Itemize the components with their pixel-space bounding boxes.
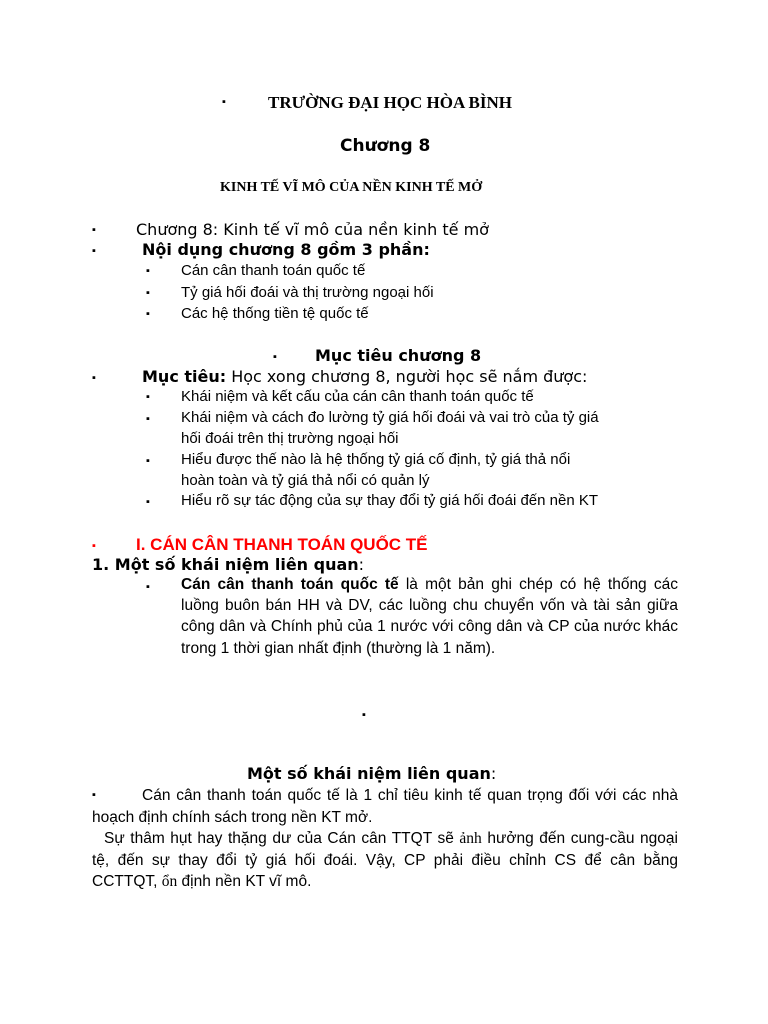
objective-item-continued: hối đoái trên thị trường ngoại hối xyxy=(181,430,399,447)
concept-paragraph-2-word: ảnh xyxy=(459,830,482,847)
part-item: Cán cân thanh toán quốc tế xyxy=(181,262,366,279)
section-heading: I. CÁN CÂN THANH TOÁN QUỐC TẾ xyxy=(136,535,428,554)
part-item: Các hệ thống tiền tệ quốc tế xyxy=(181,305,369,322)
definition-paragraph xyxy=(181,574,678,659)
bullet-icon: ▪ xyxy=(146,413,150,425)
university-name: TRƯỜNG ĐẠI HỌC HÒA BÌNH xyxy=(268,93,513,112)
objective-item: Hiểu được thế nào là hệ thống tỷ giá cố định, tỷ giá thả nổi xyxy=(181,451,571,468)
definition-text: là một bản ghi chép có hệ thống các luồng buôn bán HH và DV, các luồng chu chuyển vốn và tài sản giữa công dân và Chính phủ của 1 nước với công dân và CP của nước khác trong 1 thời gian nhất định (thường là 1 năm). xyxy=(181,576,678,657)
objective-item: Khái niệm và cách đo lường tỷ giá hối đoái và vai trò của tỷ giá xyxy=(181,409,599,426)
bullet-icon: ▪ xyxy=(146,496,150,508)
concept-paragraph-1: Cán cân thanh toán quốc tế là 1 chỉ tiêu kinh tế quan trọng đối với các nhà hoạch định chính sách trong nền KT mở. xyxy=(92,787,678,826)
bullet-icon: ▪ xyxy=(146,455,150,467)
bullet-icon: ▪ xyxy=(273,351,277,363)
objectives-heading: Mục tiêu chương 8 xyxy=(315,346,482,365)
bullet-icon: ▪ xyxy=(362,709,366,721)
bullet-icon: ▪ xyxy=(146,391,150,403)
subsection-heading xyxy=(92,555,364,574)
objective-item-continued: hoàn toàn và tỷ giá thả nổi có quản lý xyxy=(181,472,430,489)
bullet-icon: ▪ xyxy=(146,287,150,299)
concept-paragraph-2 xyxy=(92,828,678,893)
concepts-heading-text: Một số khái niệm liên quan xyxy=(247,764,491,783)
concept-paragraph-2-text: định nền KT vĩ mô. xyxy=(177,873,312,890)
part-item: Tỷ giá hối đoái và thị trường ngoại hối xyxy=(181,284,434,301)
objectives-lead-label: Mục tiêu: xyxy=(142,367,227,386)
bullet-icon: ▪ xyxy=(92,540,96,552)
concept-paragraph-2-text: Sự thâm hụt hay thặng dư của Cán cân TTQT sẽ xyxy=(104,830,460,847)
bullet-icon: ▪ xyxy=(222,96,226,108)
concept-paragraph-2-text: hưởng đến cung-cầu ngoại tệ, đến sự thay đổi tỷ giá hối đoái. Vậy, CP phải điều chỉnh CS để cân bằng CCTTQT, xyxy=(92,830,678,890)
chapter-number: Chương 8 xyxy=(340,136,431,156)
subsection-heading-text: 1. Một số khái niệm liên quan xyxy=(92,555,359,574)
bullet-icon: ▪ xyxy=(146,265,150,277)
objective-item: Hiểu rõ sự tác động của sự thay đổi tỷ giá hối đoái đến nền KT xyxy=(181,492,598,509)
bullet-icon: ▪ xyxy=(92,245,96,257)
bullet-icon: ▪ xyxy=(92,789,96,801)
definition-term: Cán cân thanh toán quốc tế xyxy=(181,576,399,593)
bullet-icon: ▪ xyxy=(146,581,150,593)
bullet-icon: ▪ xyxy=(92,224,96,236)
subsection-heading-colon: : xyxy=(358,555,365,574)
chapter-line: Chương 8: Kinh tế vĩ mô của nền kinh tế mở xyxy=(136,220,489,239)
objectives-lead xyxy=(142,367,587,386)
concepts-heading xyxy=(247,764,496,783)
content-heading: Nội dụng chương 8 gồm 3 phần: xyxy=(142,240,430,259)
bullet-icon: ▪ xyxy=(146,308,150,320)
concept-paragraph-2-word: ổn xyxy=(161,873,178,890)
chapter-title: KINH TẾ VĨ MÔ CỦA NỀN KINH TẾ MỞ xyxy=(220,180,483,195)
concepts-heading-colon: : xyxy=(490,764,497,783)
objective-item: Khái niệm và kết cấu của cán cân thanh toán quốc tế xyxy=(181,388,534,405)
objectives-lead-text: Học xong chương 8, người học sẽ nắm được: xyxy=(226,367,588,386)
bullet-icon: ▪ xyxy=(92,372,96,384)
